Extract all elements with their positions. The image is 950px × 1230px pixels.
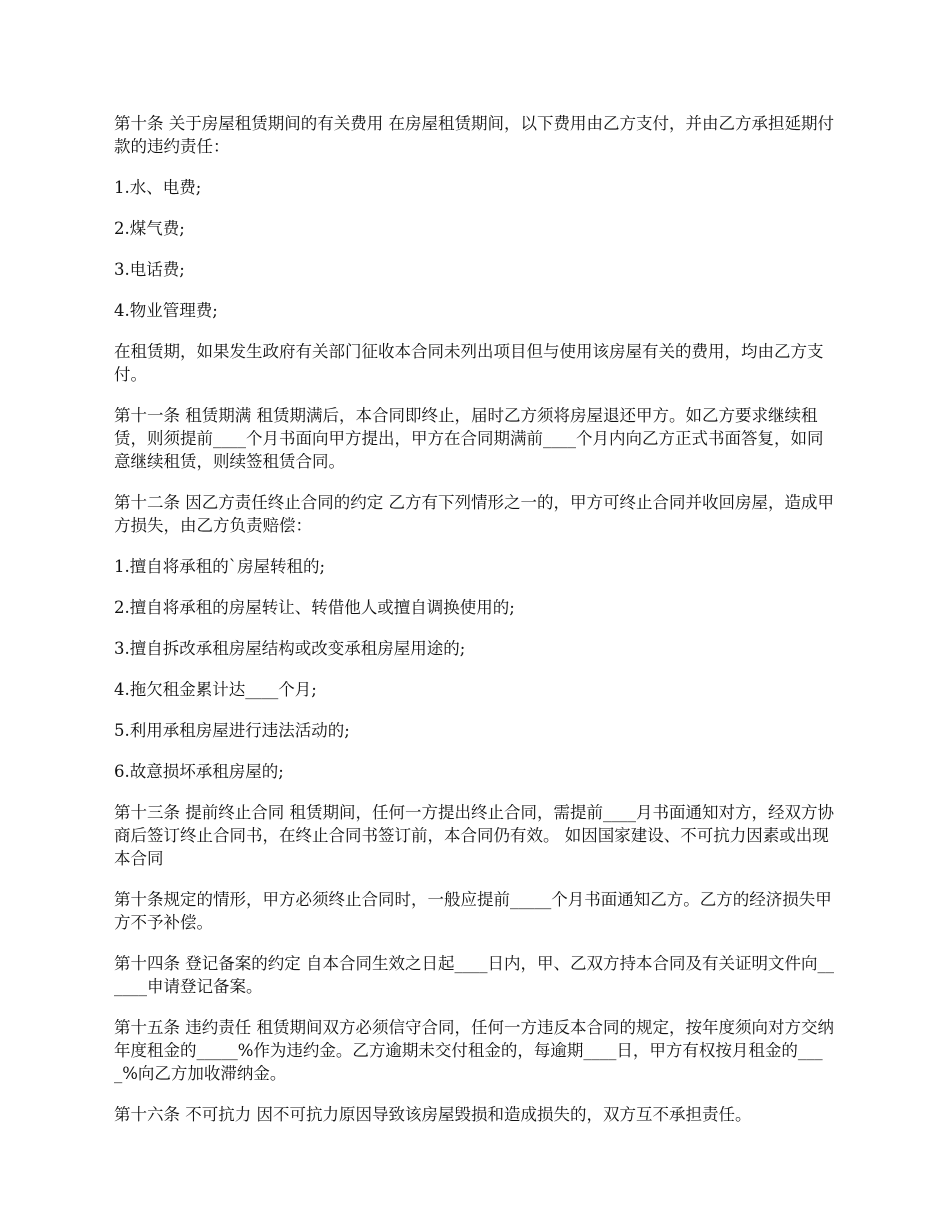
termination-item-3: 3.擅自拆改承租房屋结构或改变承租房屋用途的;: [114, 639, 466, 658]
clause-15-paragraph: 第十五条 违约责任 租赁期间双方必须信守合同，任何一方违反本合同的规定，按年度须向对方交纳年度租金的_____%作为违约金。乙方逾期未交付租金的，每逾期____日，甲方有权按月租金的____%向乙方加收滞纳金。: [114, 1018, 834, 1083]
termination-item-4: 4.拖欠租金累计达____个月;: [114, 680, 317, 699]
termination-item-1: 1.擅自将承租的`房屋转租的;: [114, 557, 326, 576]
clause-12-paragraph: 第十二条 因乙方责任终止合同的约定 乙方有下列情形之一的，甲方可终止合同并收回房屋，造成甲方损失，由乙方负责赔偿：: [114, 493, 834, 535]
document-body: [114, 112, 836, 1144]
government-fee-paragraph: 在租赁期，如果发生政府有关部门征收本合同未列出项目但与使用该房屋有关的费用，均由乙方支付。: [114, 342, 824, 384]
clause-13-paragraph: 第十三条 提前终止合同 租赁期间，任何一方提出终止合同，需提前____月书面通知对方，经双方协商后签订终止合同书，在终止合同书签订前，本合同仍有效。 如因国家建设、不可抗力因素或出现本合同: [114, 803, 834, 868]
termination-item-2: 2.擅自将承租的房屋转让、转借他人或擅自调换使用的;: [114, 598, 515, 617]
clause-14-paragraph: 第十四条 登记备案的约定 自本合同生效之日起____日内，甲、乙双方持本合同及有关证明文件向______申请登记备案。: [114, 954, 834, 996]
clause-16-paragraph: 第十六条 不可抗力 因不可抗力原因导致该房屋毁损和造成损失的，双方互不承担责任。: [114, 1105, 752, 1124]
fee-item-4: 4.物业管理费;: [114, 301, 218, 320]
fee-item-2: 2.煤气费;: [114, 219, 185, 238]
fee-item-1: 1.水、电费;: [114, 178, 202, 197]
termination-item-5: 5.利用承租房屋进行违法活动的;: [114, 721, 350, 740]
clause-10-paragraph: 第十条 关于房屋租赁期间的有关费用 在房屋租赁期间，以下费用由乙方支付，并由乙方承担延期付款的违约责任：: [114, 114, 834, 156]
termination-item-6: 6.故意损坏承租房屋的;: [114, 762, 284, 781]
clause-13-continuation: 第十条规定的情形，甲方必须终止合同时，一般应提前_____个月书面通知乙方。乙方的经济损失甲方不予补偿。: [114, 890, 832, 932]
clause-11-paragraph: 第十一条 租赁期满 租赁期满后，本合同即终止，届时乙方须将房屋退还甲方。如乙方要求继续租赁，则须提前____个月书面向甲方提出，甲方在合同期满前____个月内向乙方正式书面答复，如同意继续租赁，则续签租赁合同。: [114, 406, 824, 471]
fee-item-3: 3.电话费;: [114, 260, 185, 279]
